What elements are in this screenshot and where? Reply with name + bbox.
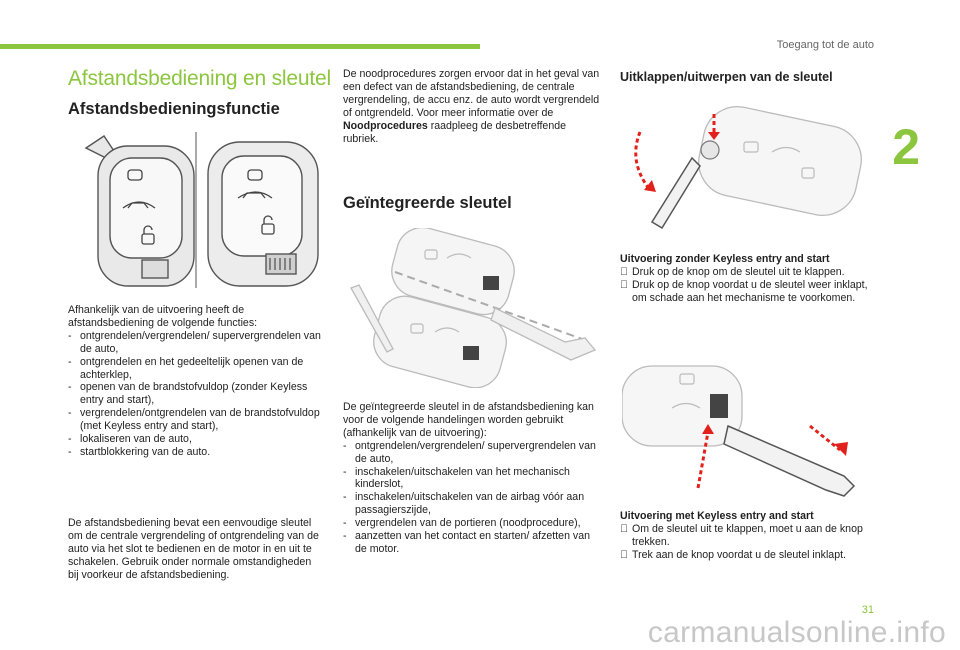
remote-control-illustration [76,128,336,293]
list-item: - openen van de brandstofvuldop (zonder Keyless entry and start), [68,381,308,407]
heading-remote-function: Afstandsbedieningsfunctie [68,100,280,118]
heading-key-unfold: Uitklappen/uitwerpen van de sleutel [620,70,833,84]
list-item: - ontgrendelen/vergrendelen/ supervergrendelen van de auto, [343,439,596,465]
remote-functions-list [68,330,323,459]
list-item: Trek aan de knop voordat u de sleutel inklapt. [632,548,846,561]
emergency-link-text: Noodprocedures [343,119,428,132]
heading-integrated-key: Geïntegreerde sleutel [343,194,512,212]
section-title: Afstandsbediening en sleutel [68,67,331,90]
key-without-keyless-illustration [622,102,870,237]
list-item: - vergrendelen/ontgrendelen van de brandstofvuldop (met Keyless entry and start), [68,407,320,433]
variant-with-keyless [620,510,885,562]
remote-functions-intro: Afhankelijk van de uitvoering heeft de afstandsbediening de volgende functies: [68,304,258,329]
remote-functions-block [68,304,323,459]
variant-with-keyless-title: Uitvoering met Keyless entry and start [620,510,814,522]
list-item: - startblokkering van de auto. [68,445,211,458]
list-item: - vergrendelen van de portieren (noodprocedure), [343,517,581,530]
list-item: Druk op de knop voordat u de sleutel weer inklapt, om schade aan het mechanisme te voorkomen. [632,278,868,304]
variant-without-keyless-steps [620,266,885,305]
list-item: - inschakelen/uitschakelen van de airbag vóór aan passagierszijde, [343,491,585,517]
chapter-number: 2 [892,119,920,175]
list-item: - aanzetten van het contact en starten/ afzetten van de motor. [343,530,590,555]
variant-with-keyless-steps [620,523,885,562]
emergency-paragraph: De noodprocedures zorgen ervoor dat in het geval van een defect van de afstandsbediening, de centrale vergrendeling, de accu enz. de auto wordt vergrendeld of ontgrendeld. Voor meer informatie over de Noodprocedures raadpleeg de desbetreffende rubriek. [343,68,600,145]
chapter-title: Toegang tot de auto [776,39,874,51]
page-number: 31 [861,604,874,616]
integrated-key-uses [343,440,601,556]
list-item: Om de sleutel uit te klappen, moet u aan de knop trekken. [632,522,863,548]
variant-without-keyless [620,253,885,305]
integrated-key-illustration [345,228,603,388]
watermark: carmanualsonline.info [647,616,946,649]
header-accent-bar [0,44,480,49]
list-item: - ontgrendelen en het gedeeltelijk openen van de achterklep, [68,355,304,381]
remote-note: De afstandsbediening bevat een eenvoudige sleutel om de centrale vergrendeling of ontgrendeling van de auto via het slot te bedienen en de motor in en uit te schakelen. Gebruik onder normale omstandigheden bij voorkeur de afstandsbediening. [68,517,319,581]
integrated-key-block [343,401,601,556]
list-item: Druk op de knop om de sleutel uit te klappen. [632,265,845,278]
list-item: - lokaliseren van de auto, [68,433,192,446]
list-item: - ontgrendelen/vergrendelen/ supervergrendelen van de auto, [68,329,321,355]
variant-without-keyless-title: Uitvoering zonder Keyless entry and start [620,253,830,265]
integrated-key-intro: De geïntegreerde sleutel in de afstandsbediening kan voor de volgende handelingen worden gebruikt (afhankelijk van de uitvoering): [343,401,594,439]
key-with-keyless-illustration [622,364,870,504]
list-item: - inschakelen/uitschakelen van het mechanisch kinderslot, [343,465,570,491]
